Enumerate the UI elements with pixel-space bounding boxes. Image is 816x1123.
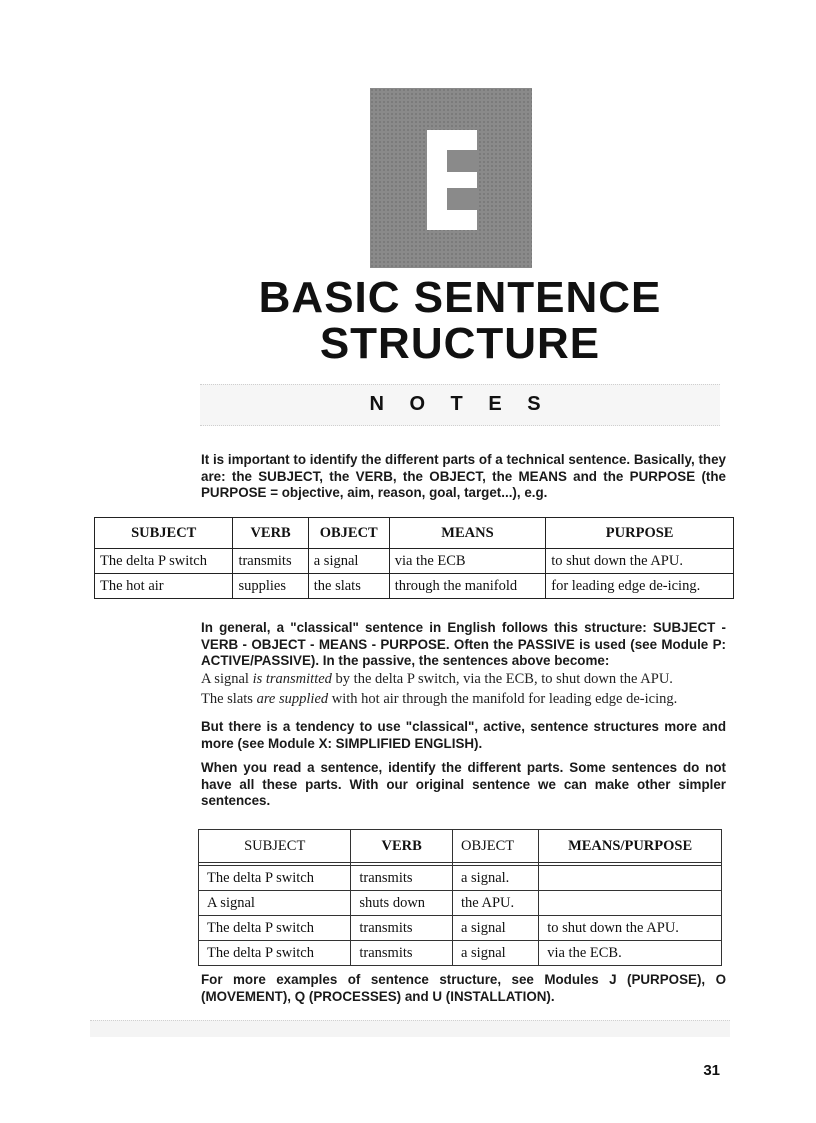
more-examples-paragraph: For more examples of sentence structure, see Modules J (PURPOSE), O (MOVEMENT), Q (PROCESSES) and U (INSTALLATION).	[201, 972, 726, 1004]
table-cell: a signal	[452, 941, 538, 966]
table-cell: a signal	[308, 549, 389, 574]
table-row	[199, 891, 722, 916]
table-header-row	[199, 830, 722, 863]
intro-paragraph: It is important to identify the different parts of a technical sentence. Basically, they are: the SUBJECT, the VERB, the OBJECT, the MEANS and the PURPOSE (the PURPOSE = objective, aim, reason, goal, target...), e.g.	[201, 452, 726, 500]
classical-structure-paragraph: In general, a "classical" sentence in English follows this structure: SUBJECT - VERB - OBJECT - MEANS - PURPOSE. Often the PASSIVE is used (see Module P: ACTIVE/PASSIVE). In the passive, the sentences above become:	[201, 620, 726, 668]
table-cell: shuts down	[351, 891, 453, 916]
passive-example-1	[201, 670, 741, 689]
table-cell: a signal.	[452, 866, 538, 891]
table-cell: supplies	[233, 574, 308, 599]
page-title	[200, 275, 720, 367]
table-header-cell: SUBJECT	[199, 830, 351, 863]
chapter-letter-e-graphic	[427, 130, 477, 230]
table-header-cell: VERB	[351, 830, 453, 863]
table-header-cell: MEANS/PURPOSE	[539, 830, 722, 863]
table-header-cell: OBJECT	[452, 830, 538, 863]
table-cell: transmits	[351, 916, 453, 941]
table-row	[95, 574, 734, 599]
table-cell: to shut down the APU.	[546, 549, 734, 574]
table-cell: via the ECB.	[539, 941, 722, 966]
table-cell	[539, 866, 722, 891]
table-header-cell: SUBJECT	[95, 518, 233, 549]
table-row	[199, 866, 722, 891]
passive-1-before: A signal	[201, 671, 253, 687]
footer-band	[90, 1020, 730, 1037]
table-row	[95, 549, 734, 574]
table-cell: the slats	[308, 574, 389, 599]
table-cell: The delta P switch	[199, 916, 351, 941]
table-row	[199, 916, 722, 941]
identify-paragraph: When you read a sentence, identify the different parts. Some sentences do not have all these parts. With our original sentence we can make other simpler sentences.	[201, 760, 726, 808]
page-number: 31	[703, 1062, 720, 1079]
parts-table	[94, 517, 734, 599]
table-row	[199, 941, 722, 966]
table-cell: The delta P switch	[95, 549, 233, 574]
simple-sentences-table	[198, 829, 722, 966]
table-cell: via the ECB	[389, 549, 546, 574]
passive-1-verb: is transmitted	[252, 671, 332, 687]
passive-1-after: by the delta P switch, via the ECB, to shut down the APU.	[331, 671, 673, 687]
title-line-2: STRUCTURE	[319, 319, 601, 368]
table-cell: through the manifold	[389, 574, 546, 599]
passive-2-before: The slats	[201, 691, 257, 707]
table-header-cell: OBJECT	[308, 518, 389, 549]
table-cell: a signal	[452, 916, 538, 941]
table-cell: for leading edge de-icing.	[546, 574, 734, 599]
table-cell: transmits	[351, 941, 453, 966]
passive-2-after: with hot air through the manifold for leading edge de-icing.	[328, 691, 678, 707]
table-cell: to shut down the APU.	[539, 916, 722, 941]
passive-example-2	[201, 690, 741, 709]
table-cell: The delta P switch	[199, 941, 351, 966]
table-cell	[539, 891, 722, 916]
table-cell: A signal	[199, 891, 351, 916]
passive-2-verb: are supplied	[256, 691, 329, 707]
table-header-cell: MEANS	[389, 518, 546, 549]
tendency-paragraph: But there is a tendency to use "classical", active, sentence structures more and more (see Module X: SIMPLIFIED ENGLISH).	[201, 719, 726, 751]
table-cell: The delta P switch	[199, 866, 351, 891]
table-cell: transmits	[233, 549, 308, 574]
table-cell: The hot air	[95, 574, 233, 599]
table-header-cell: VERB	[233, 518, 308, 549]
table-header-row	[95, 518, 734, 549]
table-cell: transmits	[351, 866, 453, 891]
title-line-1: BASIC SENTENCE	[258, 273, 662, 322]
section-label: N O T E S	[369, 393, 551, 415]
table-header-cell: PURPOSE	[546, 518, 734, 549]
table-cell: the APU.	[452, 891, 538, 916]
